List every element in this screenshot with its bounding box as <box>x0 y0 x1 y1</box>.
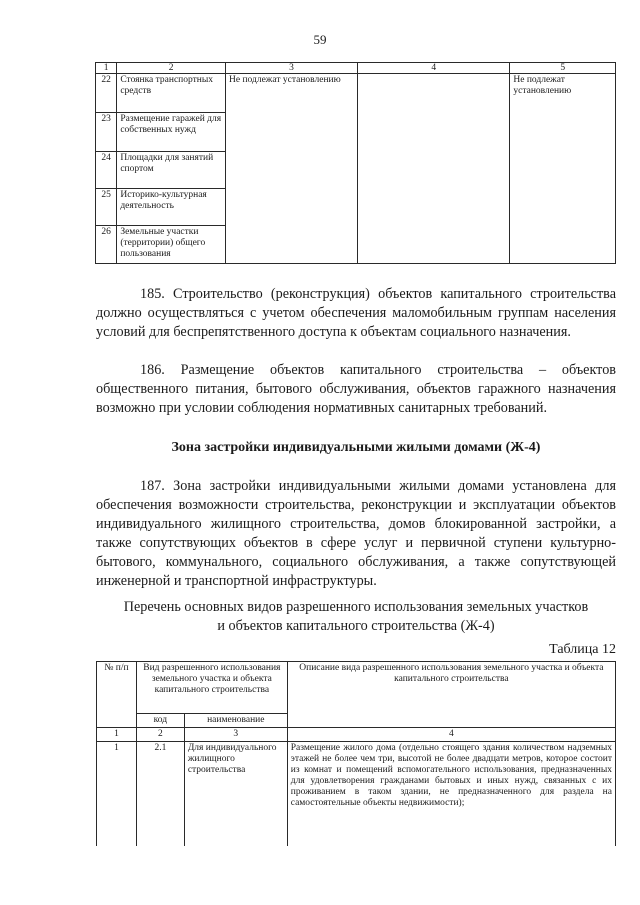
header-col-3: 3 <box>226 63 358 74</box>
list-title <box>96 598 616 636</box>
table-header-row <box>96 63 616 74</box>
row-number: 26 <box>96 226 117 264</box>
empty-col4 <box>358 74 510 264</box>
row-number: 1 <box>97 742 137 846</box>
row-number: 24 <box>96 152 117 189</box>
subheader-code: код <box>136 714 184 728</box>
col-kind-header: Вид разрешенного использования земельного участка и объекта капитального строительства <box>136 662 287 714</box>
index-cell: 3 <box>184 728 287 742</box>
index-cell: 1 <box>97 728 137 742</box>
table-header-row <box>97 662 616 714</box>
row-number: 22 <box>96 74 117 113</box>
row-number: 25 <box>96 189 117 226</box>
col-number-header: № п/п <box>97 662 137 728</box>
header-col-2: 2 <box>117 63 226 74</box>
list-title-line-1: Перечень основных видов разрешенного использования земельных участков <box>123 599 589 615</box>
paragraph-185: 185. Строительство (реконструкция) объектов капитального строительства должно осуществляться с учетом обеспечения маломобильным группам населения условий для беспрепятственного доступа к объектам социального назначения. <box>96 286 616 340</box>
col-description-header: Описание вида разрешенного использования земельного участка и объекта капитального строительства <box>287 662 615 728</box>
use-description: Размещение жилого дома (отдельно стоящего здания количеством надземных этажей не более чем три, высотой не более двадцати метров, которое состоит из комнат и помещений вспомогательного использования, предназначенных для удовлетворения гражданами бытовых и иных нужд, связанных с их проживанием в таком здании, не предназначенного для раздела на самостоятельные объекты недвижимости); <box>287 742 615 846</box>
use-name: Историко-культурная деятельность <box>117 189 226 226</box>
header-col-1: 1 <box>96 63 117 74</box>
use-code: 2.1 <box>136 742 184 846</box>
paragraph-187: 187. Зона застройки индивидуальными жилыми домами установлена для обеспечения возможности строительства, реконструкции и эксплуатации объектов индивидуального жилищного строительства, домов блокированной застройки, а также сопутствующих объектов в сфере услуг и первичной ступени культурно-бытового, коммунального, социального обслуживания, а также сопутствующей инженерной и транспортной инфраструктуры. <box>96 478 616 589</box>
table-row <box>97 742 616 846</box>
main-uses-table <box>96 661 616 846</box>
zone-heading: Зона застройки индивидуальными жилыми домами (Ж-4) <box>171 440 541 455</box>
list-title-line-2: и объектов капитального строительства (Ж-4) <box>217 618 495 634</box>
paragraph-186: 186. Размещение объектов капитального строительства – объектов общественного питания, бытового обслуживания, объектов гаражного назначения возможно при условии соблюдения нормативных санитарных требований. <box>96 362 616 416</box>
index-cell: 2 <box>136 728 184 742</box>
use-name: Стоянка транспортных средств <box>117 74 226 113</box>
header-col-5: 5 <box>510 63 616 74</box>
use-name: Земельные участки (территории) общего пользования <box>117 226 226 264</box>
not-established-note-col5: Не подлежат установлению <box>510 74 616 264</box>
row-number: 23 <box>96 113 117 152</box>
use-name: Площадки для занятий спортом <box>117 152 226 189</box>
not-established-note-col3: Не подлежат установлению <box>226 74 358 264</box>
use-name: Для индивидуального жилищного строительства <box>184 742 287 846</box>
permitted-uses-table-continued <box>95 62 616 264</box>
table-label: Таблица 12 <box>549 642 616 657</box>
subheader-name: наименование <box>184 714 287 728</box>
header-col-4: 4 <box>358 63 510 74</box>
page-number: 59 <box>313 32 327 47</box>
index-cell: 4 <box>287 728 615 742</box>
table-row <box>96 74 616 113</box>
table-index-row <box>97 728 616 742</box>
use-name: Размещение гаражей для собственных нужд <box>117 113 226 152</box>
